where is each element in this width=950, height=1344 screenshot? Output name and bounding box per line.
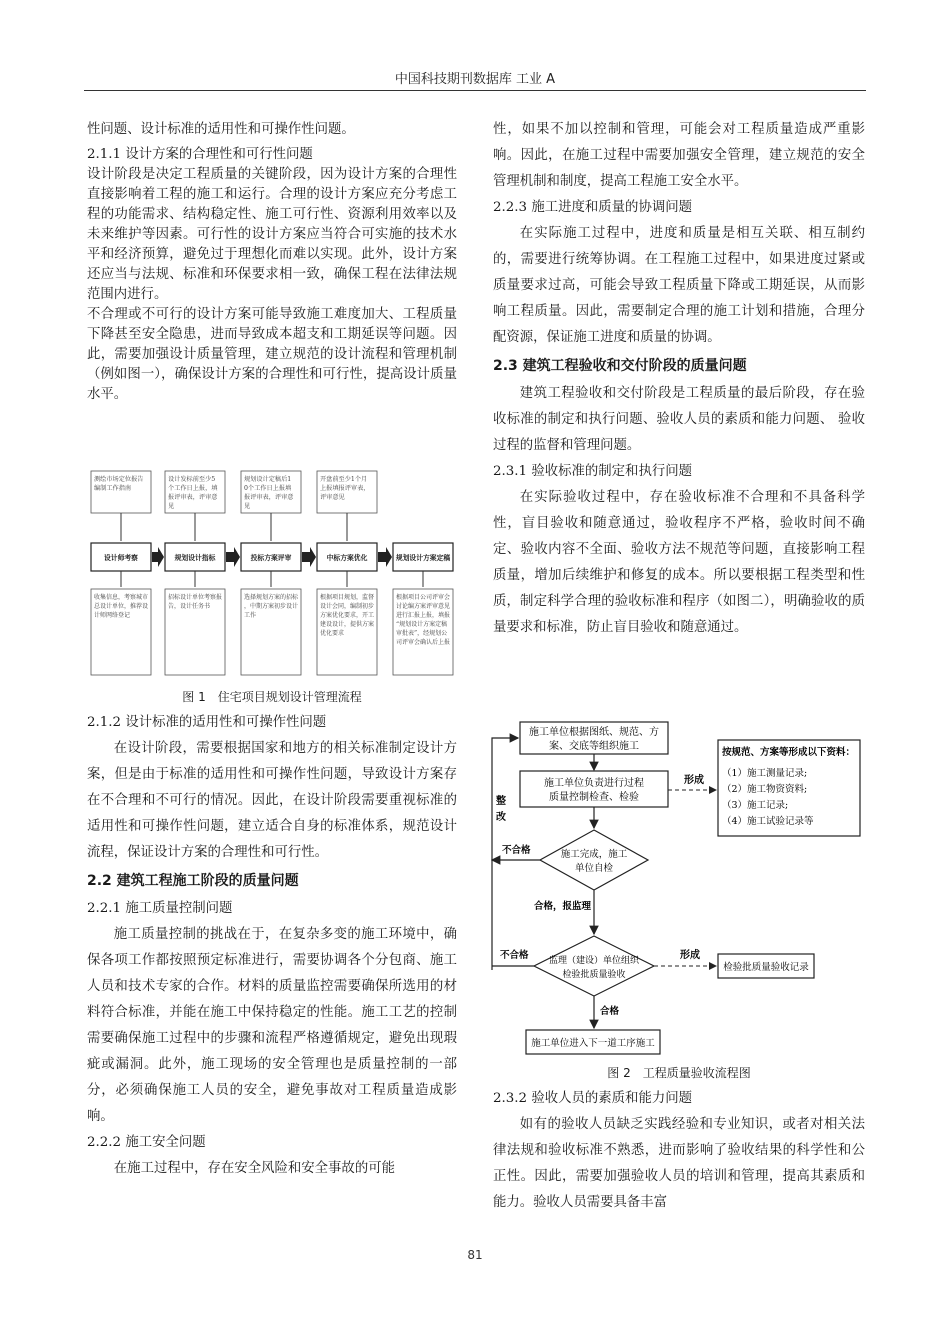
right-column-top (493, 117, 865, 641)
section-heading-2-2-2: 2.2.2 施工安全问题 (87, 1135, 206, 1150)
fig1-top-note: 报评审表，评审意 (168, 494, 218, 501)
label-form-2: 形成 (680, 950, 700, 961)
fig1-bottom-note: 收集信息，考察城市 (94, 594, 149, 601)
paragraph: 设计阶段是决定工程质量的关键阶段，因为设计方案的合理性直接影响着工程的施工和运行。合理的设计方案应充分考虑工程的功能需求、结构稳定性、施工可行性、资源利用效率以及未来维护等因素。可行性的设计方案应当符合可实施的技术水平和经济预算，避免过于理想化而难以实现。此外，设计方案还应当与法规、标准和环保要求相一致，确保工程在法律法规范围内进行。 (87, 167, 457, 302)
diamond1-line1: 施工完成，施工 (560, 849, 628, 860)
fig1-bottom-note: 设计会同，编制初步 (320, 603, 375, 610)
figure-2-flowchart (488, 720, 866, 1060)
box-start-line2: 案、交底等组织施工 (549, 741, 639, 752)
fig1-step-label: 投标方案评审 (250, 554, 292, 562)
fig1-top-note: 规划设计定稿后1 (244, 476, 292, 483)
paragraph: 在实际验收过程中，存在验收标准不合理和不具备科学性，盲目验收和随意通过，验收程序不严格，验收时间不确定、验收内容不全面、验收方法不规范等问题，直接影响工程质量，增加后续维护和修复的成本。所以要根据工程类型和性质，制定科学合理的验收标准和程序（如图二），明确验收的质量要求和标准，防止盲目验收和随意通过。 (493, 490, 865, 635)
diamond2-line1: 监理（建设）单位组织 (548, 956, 640, 966)
fig1-top-note: 上报填报评审表， (320, 485, 370, 492)
fig1-bottom-note-box (165, 589, 225, 675)
fig1-bottom-note: ，中期方案初步设计 (244, 603, 299, 610)
section-heading-2-3-2: 2.3.2 验收人员的素质和能力问题 (493, 1091, 693, 1106)
paragraph: 在实际施工过程中，进度和质量是相互关联、相互制约的，需要进行统筹协调。在工程施工过程中，如果进度过紧或质量要求过高，可能会导致工程质量下降或工期延误，从而影响工程质量。因此，需要制定合理的施工计划和措施，合理分配资源，保证施工进度和质量的协调。 (493, 226, 865, 345)
box-check-line1: 施工单位负责进行过程 (544, 778, 644, 789)
fig1-bottom-note: 方案优化要求，开工 (320, 612, 375, 619)
figure-1-flowchart (87, 467, 457, 681)
right-column-bottom (493, 1086, 865, 1216)
fig1-bottom-note: 根据项目公司评审会 (396, 594, 451, 601)
box-check-line2: 质量控制检查、检验 (549, 792, 639, 803)
note-item: （2）施工物资资料; (722, 784, 808, 795)
fig1-step-label: 设计师考察 (104, 554, 138, 562)
section-heading-2-2-3: 2.2.3 施工进度和质量的协调问题 (493, 200, 693, 215)
fig1-top-note: 设计发标前至少5 (168, 476, 216, 483)
left-column-bottom (87, 710, 457, 1182)
label-form-1: 形成 (684, 775, 704, 786)
box-next-text: 施工单位进入下一道工序施工 (531, 1038, 655, 1049)
fig1-top-note: 见 (168, 503, 175, 510)
figure-1-caption: 图 1 住宅项目规划设计管理流程 (182, 690, 362, 704)
fig1-top-note: 报评审表，评审意 (244, 494, 294, 501)
fig1-bottom-note: 选择规划方案的招标 (244, 594, 299, 601)
fig1-top-note: 开盘前至少1个月 (320, 476, 368, 483)
fig1-bottom-note: 招标设计单位考察报 (168, 594, 223, 601)
fig1-step-label: 规划设计指标 (174, 554, 216, 562)
paragraph: 在设计阶段，需要根据国家和地方的相关标准制定设计方案，但是由于标准的适用性和可操作性问题，导致设计方案存在不合理和不可行的情况。因此，在设计阶段需要重视标准的适用性和可操作性问题，建立适合自身的标准体系，规范设计流程，保证设计方案的合理性和可行性。 (87, 741, 457, 860)
diamond1-line2: 单位自检 (574, 863, 614, 874)
page-number: 81 (467, 1248, 483, 1262)
note-item: （1）施工测量记录; (722, 768, 808, 779)
fig1-bottom-note: “规划设计方案定稿 (396, 621, 448, 628)
fig1-bottom-note: 优化要求 (320, 630, 345, 637)
paragraph: 性问题、设计标准的适用性和可操作性问题。 (87, 122, 355, 137)
note-title: 按规范、方案等形成以下资料： (722, 747, 856, 758)
diamond2-line2: 检验批质量验收 (562, 970, 626, 980)
note-item: （4）施工试验记录等 (722, 816, 814, 827)
fig1-top-note: 个工作日上报，填 (168, 485, 218, 492)
section-heading-2-3-1: 2.3.1 验收标准的制定和执行问题 (493, 464, 693, 479)
header-rule (84, 90, 866, 91)
fig1-bottom-note: 进行汇报上报，填报 (396, 612, 451, 619)
label-fail-2: 不合格 (500, 950, 529, 961)
fig1-bottom-note: 审批表”，经规划公 (396, 630, 448, 637)
box-record-text: 检验批质量验收记录 (723, 962, 809, 973)
figure-2-caption: 图 2 工程质量验收流程图 (607, 1066, 751, 1080)
diamond-supervision-acceptance (534, 936, 654, 996)
fig1-top-note: 评审意见 (320, 494, 345, 501)
fig1-top-note: 编制工作指南 (94, 485, 132, 492)
paragraph: 不合理或不可行的设计方案可能导致施工难度加大、工程质量下降甚至安全隐患，进而导致成本超支和工期延误等问题。因此，需要加强设计质量管理，建立规范的设计流程和管理机制（例如图一），确保设计方案的合理性和可行性，提高设计质量水平。 (87, 307, 457, 402)
paragraph: 施工质量控制的挑战在于，在复杂多变的施工环境中，确保各项工作都按照预定标准进行，需要协调各个分包商、施工人员和技术专家的合作。材料的质量监控需要确保所选用的材料符合标准，并能在施工中保持稳定的性能。施工工艺的控制需要确保施工过程中的步骤和流程严格遵循规定，避免出现瑕疵或漏洞。此外，施工现场的安全管理也是质量控制的一部分，必须确保施工人员的安全，避免事故对工程质量造成影响。 (87, 927, 457, 1124)
note-item: （3）施工记录; (722, 800, 789, 811)
left-column-top (87, 117, 457, 405)
fig1-bottom-note: 工作 (244, 612, 257, 619)
fig1-top-note: 0个工作日上报填 (244, 485, 292, 492)
section-heading-2-3: 2.3 建筑工程验收和交付阶段的质量问题 (493, 358, 747, 374)
fig1-top-note: 见 (244, 503, 251, 510)
paragraph: 如有的验收人员缺乏实践经验和专业知识，或者对相关法律法规和验收标准不熟悉，进而影响了验收结果的科学性和公正性。因此，需要加强验收人员的培训和管理，提高其素质和能力。验收人员需要具备丰富 (493, 1117, 865, 1210)
box-start-line1: 施工单位根据图纸、规范、方 (529, 727, 659, 738)
label-pass: 合格 (600, 1006, 620, 1017)
fig1-bottom-note: 根据项目规划，监督 (320, 594, 375, 601)
fig1-bottom-note: 计师网络登记 (94, 612, 131, 619)
fig1-top-note: 测绘市场定位报告 (94, 476, 144, 483)
fig1-step-label: 中标方案优化 (326, 554, 368, 562)
label-fail-1: 不合格 (502, 845, 531, 856)
paragraph: 在施工过程中，存在安全风险和安全事故的可能 (113, 1161, 395, 1176)
diamond-self-inspection (540, 830, 648, 890)
fig1-bottom-note-box (91, 589, 151, 675)
fig1-bottom-note: 总设计单位，推荐设 (94, 603, 149, 610)
fig1-bottom-note: 司评审会确认后上报 (396, 639, 451, 646)
section-heading-2-1-2: 2.1.2 设计标准的适用性和可操作性问题 (87, 715, 327, 730)
fig1-step-label: 规划设计方案定稿 (395, 554, 451, 562)
section-heading-2-2: 2.2 建筑工程施工阶段的质量问题 (87, 873, 299, 889)
fig1-bottom-note: 讨论编方案评审意见 (396, 603, 451, 610)
journal-header: 中国科技期刊数据库 工业 A (394, 72, 556, 87)
paragraph: 性，如果不加以控制和管理，可能会对工程质量造成严重影响。因此，在施工过程中需要加强安全管理，建立规范的安全管理机制和制度，提高工程施工安全水平。 (493, 122, 865, 189)
fig1-bottom-note: 告，设计任务书 (168, 603, 211, 610)
section-heading-2-2-1: 2.2.1 施工质量控制问题 (87, 901, 233, 916)
label-rectify-2: 改 (496, 812, 506, 823)
label-rectify-1: 整 (496, 796, 506, 807)
fig1-bottom-note: 建设设计，提供方案 (320, 621, 375, 628)
fig1-bottom-note-box (241, 589, 301, 675)
paragraph: 建筑工程验收和交付阶段是工程质量的最后阶段，存在验收标准的制定和执行问题、验收人员的素质和能力问题、 验收过程的监督和管理问题。 (493, 386, 865, 453)
section-heading-2-1-1: 2.1.1 设计方案的合理性和可行性问题 (87, 147, 313, 162)
label-pass-report: 合格，报监理 (534, 901, 592, 912)
